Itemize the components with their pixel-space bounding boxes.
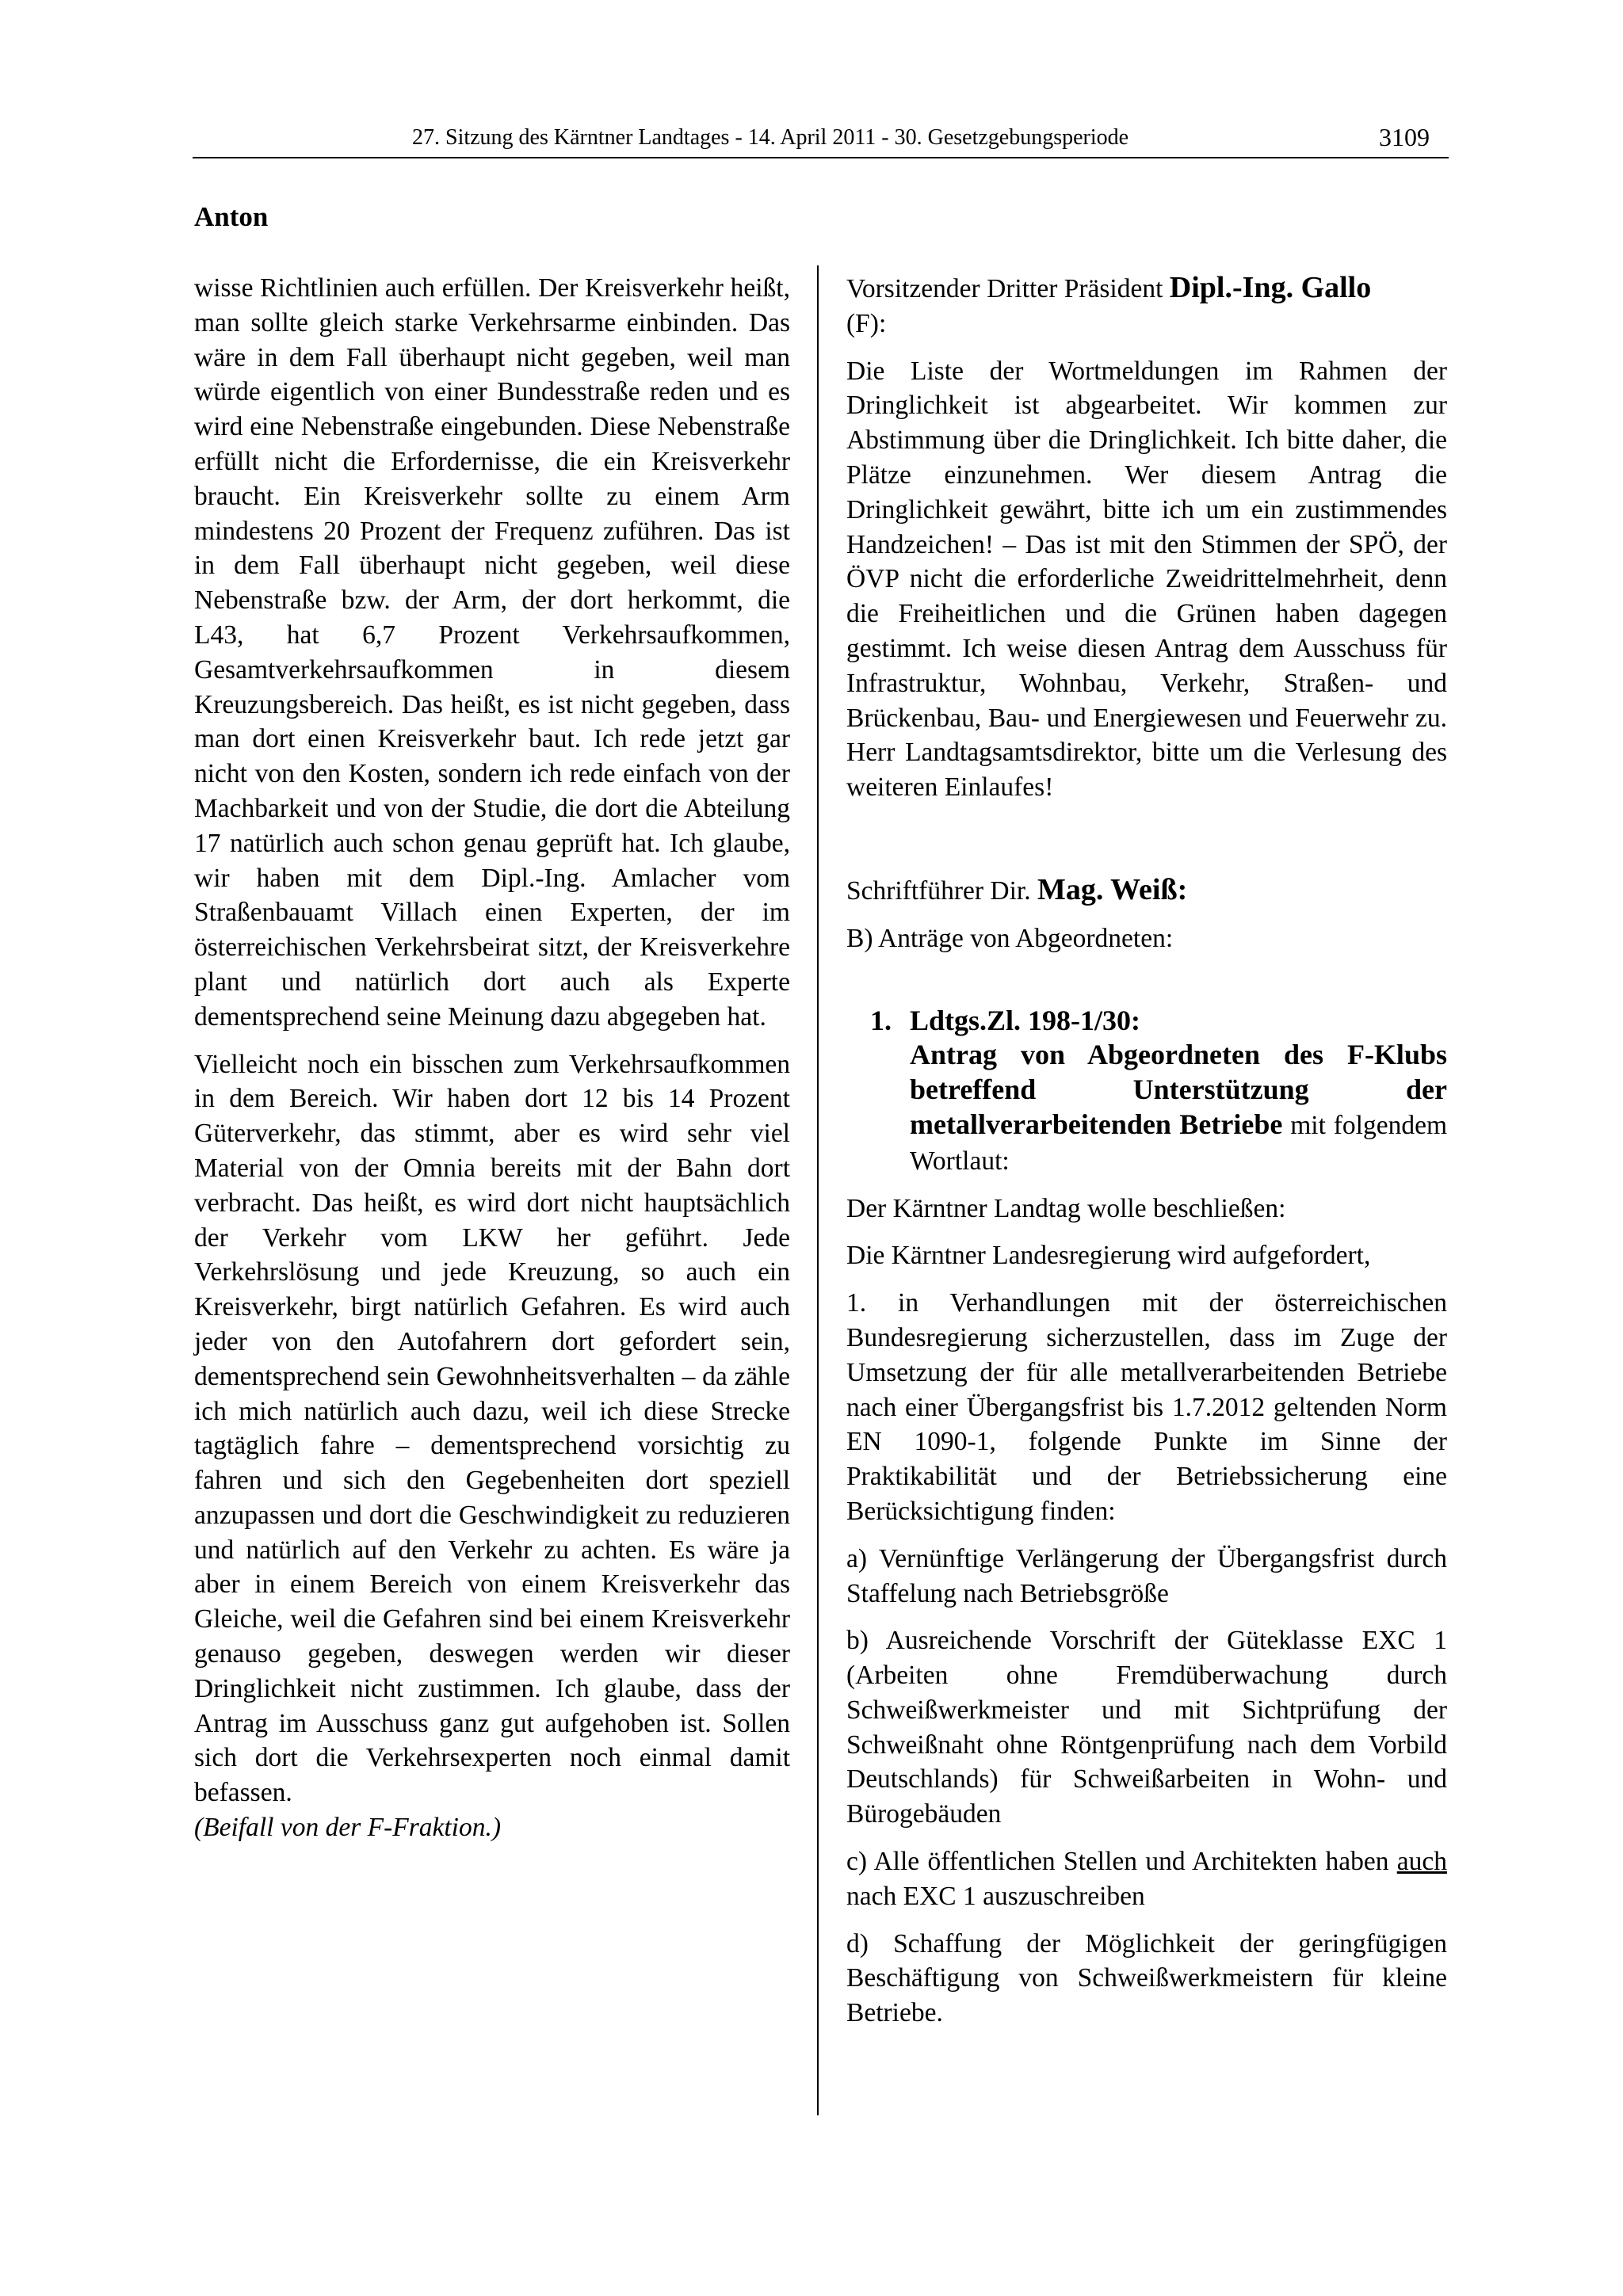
chair-statement: Die Liste der Wortmeldungen im Rahmen der Dringlichkeit ist abgearbeitet. Wir kommen zur Abstimmung über die Dringlichkeit. Ich bitte daher, die Plätze einzunehmen. Wer diesem Antrag die Dringlichkeit gewährt, bitte ich um ein zustimmendes Handzeichen! – Das ist mit den Stimmen der SPÖ, der ÖVP nicht die erforderliche Zweidrittelmehrheit, denn die Freiheitlichen und die Grünen haben dagegen gestimmt. Ich weise diesen Antrag dem Ausschuss für Infrastruktur, Wohnbau, Verkehr, Straßen- und Brückenbau, Bau- und Energiewesen und Feuerwehr zu. Herr Landtagsamtsdirektor, bitte um die Verlesung des weiteren Einlaufes! xyxy=(846,356,1447,803)
spacer xyxy=(846,969,1447,1001)
applause-note: (Beifall von der F-Fraktion.) xyxy=(194,1813,502,1843)
speaker-name: Anton xyxy=(194,201,269,232)
left-column xyxy=(194,271,790,1858)
chair-name: Dipl.-Ing. Gallo xyxy=(1169,271,1372,304)
speech-paragraph-1: wisse Richtlinien auch erfüllen. Der Kreisverkehr heißt, man sollte gleich starke Verkehrsarme einbinden. Das wäre in dem Fall überhaupt nicht gegeben, weil man würde eigentlich von einer Bundesstraße reden und es wird eine Nebenstraße eingebunden. Diese Nebenstraße erfüllt nicht die Erfordernisse, die ein Kreisverkehr braucht. Ein Kreisverkehr sollte zu einem Arm mindestens 20 Prozent der Frequenz zuführen. Das ist in dem Fall überhaupt nicht gegeben, weil diese Nebenstraße bzw. der Arm, der dort herkommt, die L43, hat 6,7 Prozent Verkehrsaufkommen, Gesamtverkehrsaufkommen in diesem Kreuzungsbereich. Das heißt, es ist nicht gegeben, dass man dort einen Kreisverkehr baut. Ich rede jetzt gar nicht von den Kosten, sondern ich rede einfach von der Machbarkeit und von der Studie, die dort die Abteilung 17 natürlich auch schon genau geprüft hat. Ich glaube, wir haben mit dem Dipl.-Ing. Amlacher vom Straßenbauamt Villach einen Experten, der im österreichischen Verkehrsbeirat sitzt, der Kreisverkehre plant und natürlich dort auch als Experte dementsprechend seine Meinung dazu abgegeben hat. xyxy=(194,273,790,1032)
motion-reference: Ldtgs.Zl. 198-1/30: xyxy=(910,1004,1141,1036)
header-title: 27. Sitzung des Kärntner Landtages - 14. April 2011 - 30. Gesetzgebungsperiode xyxy=(412,125,1129,150)
motion-number: 1. xyxy=(870,1004,892,1036)
point-c xyxy=(846,1844,1447,1914)
chair-title: Vorsitzender Dritter Präsident xyxy=(846,274,1170,303)
motion-item xyxy=(846,1004,1447,1179)
motion-title-block xyxy=(910,1038,1447,1178)
section-heading: B) Anträge von Abgeordneten: xyxy=(846,923,1174,953)
header-rule xyxy=(193,157,1449,158)
secretary-name: Mag. Weiß: xyxy=(1037,872,1188,906)
secretary-title: Schriftführer Dir. xyxy=(846,875,1037,906)
point-d: d) Schaffung der Möglichkeit der geringfügigen Beschäftigung von Schweißwerkmeistern für kleine Betriebe. xyxy=(846,1928,1447,2028)
speech-paragraph-2 xyxy=(194,1047,790,1811)
resolution-text: Der Kärntner Landtag wolle beschließen: xyxy=(846,1193,1286,1223)
motion-title-suffix: mit folgendem Wortlaut: xyxy=(910,1110,1448,1176)
column-divider xyxy=(817,265,819,2115)
chair-party: (F): xyxy=(846,308,887,338)
secretary-intro xyxy=(846,873,1447,909)
point-b: b) Ausreichende Vorschrift der Güteklasse EXC 1 (Arbeiten ohne Fremdüberwachung durch Schweißwerkmeister und mit Sichtprüfung der Schweißnaht ohne Röntgenprüfung nach dem Vorbild Deutschlands) für Schweißarbeiten in Wohn- und Bürogebäuden xyxy=(846,1626,1447,1829)
chair-speaker-intro xyxy=(846,271,1447,341)
point-c-start: c) Alle öffentlichen Stellen und Architekten haben xyxy=(846,1847,1397,1877)
speech-paragraph-2-text: Vielleicht noch ein bisschen zum Verkehrsaufkommen in dem Bereich. Wir haben dort 12 bis 14 Prozent Güterverkehr, das stimmt, aber es wird sehr viel Material von der Omnia bereits mit der Bahn dort verbracht. Das heißt, es wird dort nicht hauptsächlich der Verkehr vom LKW her geführt. Jede Verkehrslösung und jede Kreuzung, so auch ein Kreisverkehr, birgt natürlich Gefahren. Es wird auch jeder von den Autofahrern dort gefordert sein, dementsprechend sein Gewohnheitsverhalten – da zähle ich mich natürlich auch dazu, weil ich diese Strecke tagtäglich fahre – dementsprechend vorsichtig zu fahren und sich den Gegebenheiten dort speziell anzupassen und dort die Geschwindigkeit zu reduzieren und natürlich auf den Verkehr zu achten. Es wäre ja aber in einem Bereich von einem Kreisverkehr das Gleiche, weil die Gefahren sind bei einem Kreisverkehr genauso gegeben, deswegen werden wir dieser Dringlichkeit nicht zustimmen. Ich glaube, dass der Antrag im Ausschuss ganz gut aufgehoben ist. Sollen sich dort die Verkehrsexperten noch einmal damit befassen. xyxy=(194,1049,790,1808)
right-column xyxy=(846,271,1447,2043)
point-1: 1. in Verhandlungen mit der österreichischen Bundesregierung sicherzustellen, dass im Zuge der Umsetzung der für alle metallverarbeitenden Betriebe nach einer Übergangsfrist bis 1.7.2012 geltenden Norm EN 1090-1, folgende Punkte im Sinne der Praktikabilität und der Betriebssicherung eine Berücksichtigung finden: xyxy=(846,1288,1447,1526)
point-a: a) Vernünftige Verlängerung der Übergangsfrist durch Staffelung nach Betriebsgröße xyxy=(846,1543,1447,1608)
point-c-underlined: auch xyxy=(1396,1847,1447,1877)
page-number: 3109 xyxy=(1379,123,1430,151)
request-text: Die Kärntner Landesregierung wird aufgefordert, xyxy=(846,1241,1371,1271)
point-c-end: nach EXC 1 auszuschreiben xyxy=(846,1881,1145,1911)
motion-title: Antrag von Abgeordneten des F-Klubs betreffend Unterstützung der metallverarbeitenden Betriebe xyxy=(910,1039,1447,1140)
spacer xyxy=(846,818,1447,873)
